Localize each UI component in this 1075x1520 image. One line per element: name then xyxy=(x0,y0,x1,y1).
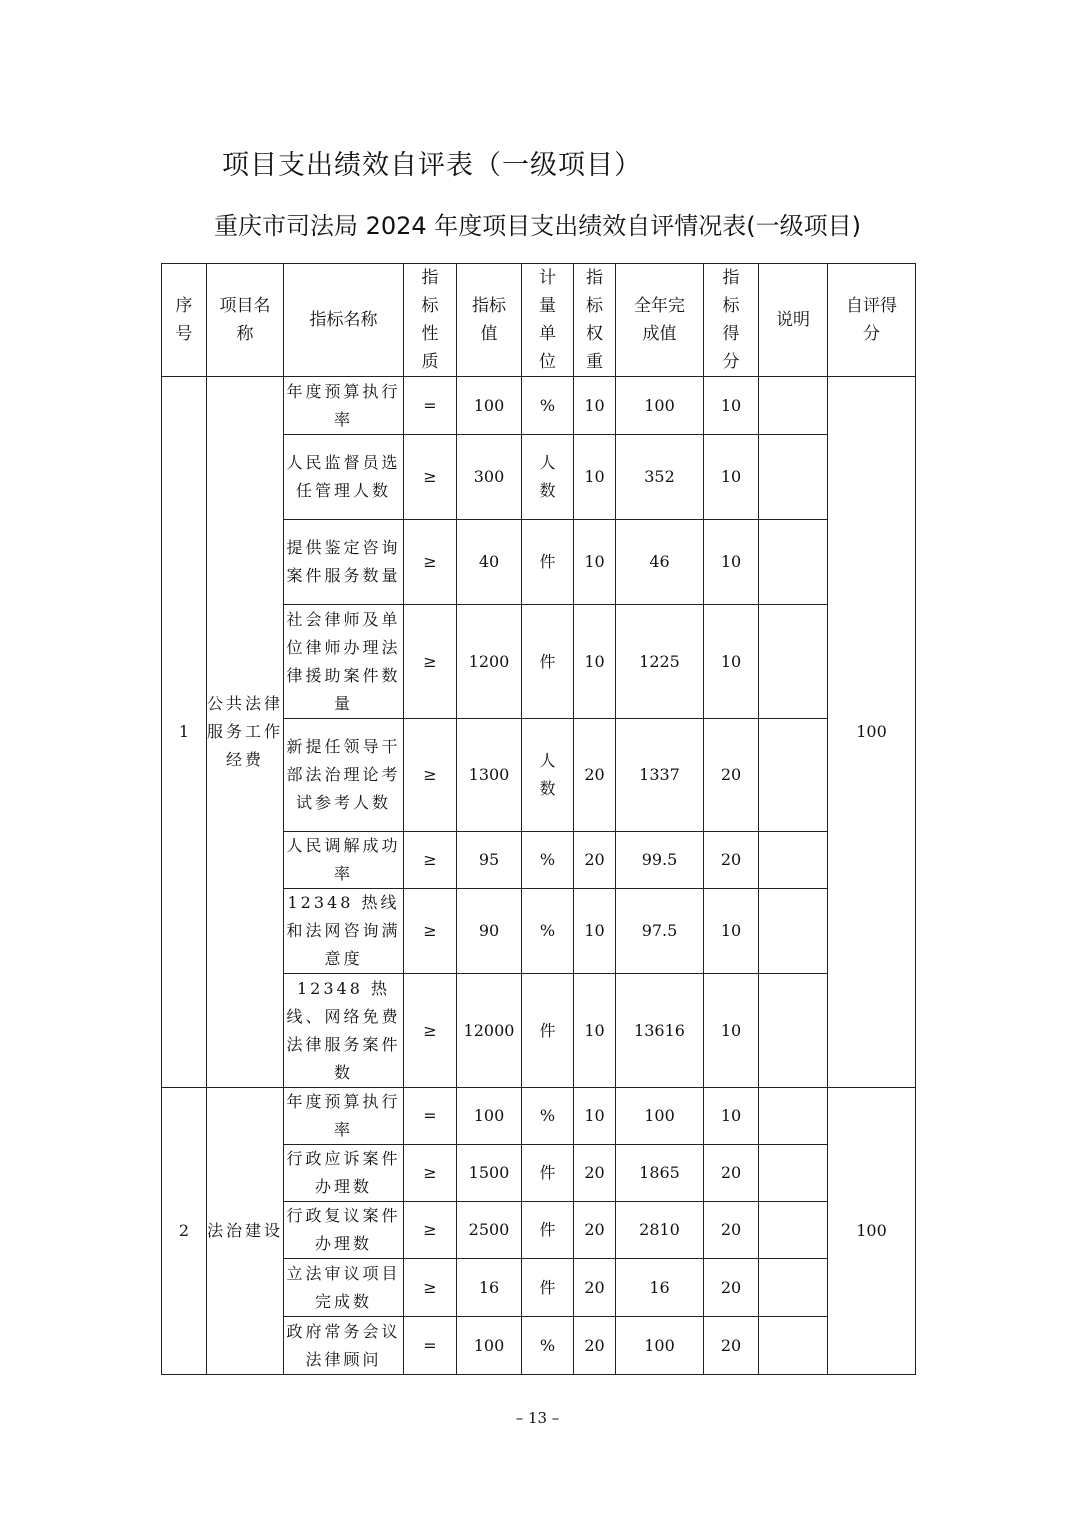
unit-text: 件 xyxy=(539,552,556,571)
indicator-name-cell: 人民监督员选任管理人数 xyxy=(284,435,404,520)
indicator-value-cell: 100 xyxy=(457,1317,522,1375)
actual-value-cell: 1225 xyxy=(616,605,704,719)
header-seq: 序号 xyxy=(162,264,207,377)
indicator-value-cell: 1300 xyxy=(457,719,522,832)
indicator-type-cell: ≥ xyxy=(404,719,457,832)
indicator-score-cell: 20 xyxy=(704,1202,759,1259)
indicator-type-cell: ≥ xyxy=(404,889,457,974)
note-cell xyxy=(759,605,828,719)
header-self-score: 自评得分 xyxy=(828,264,916,377)
actual-value-cell: 352 xyxy=(616,435,704,520)
table-header-row xyxy=(162,264,916,377)
header-unit: 计量单位 xyxy=(522,264,574,377)
weight-cell: 10 xyxy=(574,377,616,435)
header-weight: 指标权重 xyxy=(574,264,616,377)
indicator-name-cell: 12348 热线、网络免费法律服务案件数 xyxy=(284,974,404,1088)
unit-text: % xyxy=(539,850,556,869)
indicator-type-cell: ≥ xyxy=(404,605,457,719)
header-indicator-type: 指标性质 xyxy=(404,264,457,377)
note-cell xyxy=(759,1088,828,1145)
actual-value-cell: 2810 xyxy=(616,1202,704,1259)
table-row xyxy=(162,1088,916,1145)
project-name-cell: 公共法律服务工作经费 xyxy=(207,377,284,1088)
header-actual-value: 全年完成值 xyxy=(616,264,704,377)
unit-text: 人数 xyxy=(539,751,556,798)
indicator-type-cell: ≥ xyxy=(404,435,457,520)
header-note: 说明 xyxy=(759,264,828,377)
unit-cell xyxy=(522,719,574,832)
actual-value-cell: 13616 xyxy=(616,974,704,1088)
weight-cell: 10 xyxy=(574,520,616,605)
indicator-value-cell: 300 xyxy=(457,435,522,520)
actual-value-cell: 99.5 xyxy=(616,832,704,889)
header-indicator-name: 指标名称 xyxy=(284,264,404,377)
actual-value-cell: 16 xyxy=(616,1259,704,1317)
seq-cell: 2 xyxy=(162,1088,207,1375)
seq-cell: 1 xyxy=(162,377,207,1088)
weight-cell: 10 xyxy=(574,605,616,719)
note-cell xyxy=(759,719,828,832)
weight-cell: 20 xyxy=(574,1259,616,1317)
actual-value-cell: 100 xyxy=(616,1088,704,1145)
unit-text: 件 xyxy=(539,1220,556,1239)
note-cell xyxy=(759,1259,828,1317)
indicator-name-cell: 立法审议项目完成数 xyxy=(284,1259,404,1317)
header-indicator-score: 指标得分 xyxy=(704,264,759,377)
indicator-name-cell: 12348 热线和法网咨询满意度 xyxy=(284,889,404,974)
indicator-name-cell: 行政应诉案件办理数 xyxy=(284,1145,404,1202)
indicator-name-cell: 新提任领导干部法治理论考试参考人数 xyxy=(284,719,404,832)
indicator-name-cell: 行政复议案件办理数 xyxy=(284,1202,404,1259)
indicator-type-cell: = xyxy=(404,1317,457,1375)
note-cell xyxy=(759,377,828,435)
page-number: – 13 – xyxy=(515,1409,560,1427)
weight-cell: 20 xyxy=(574,1145,616,1202)
indicator-value-cell: 2500 xyxy=(457,1202,522,1259)
project-name-cell: 法治建设 xyxy=(207,1088,284,1375)
unit-text: 件 xyxy=(539,1277,556,1297)
unit-text: 件 xyxy=(539,1020,556,1040)
indicator-type-cell: ≥ xyxy=(404,974,457,1088)
indicator-type-cell: = xyxy=(404,377,457,435)
indicator-name-cell: 社会律师及单位律师办理法律援助案件数量 xyxy=(284,605,404,719)
indicator-name-cell: 人民调解成功率 xyxy=(284,832,404,889)
indicator-value-cell: 95 xyxy=(457,832,522,889)
indicator-score-cell: 20 xyxy=(704,1317,759,1375)
indicator-score-cell: 20 xyxy=(704,1145,759,1202)
indicator-value-cell: 16 xyxy=(457,1259,522,1317)
unit-text: 件 xyxy=(539,651,556,671)
unit-cell xyxy=(522,1202,574,1259)
indicator-type-cell: ≥ xyxy=(404,520,457,605)
unit-text: % xyxy=(539,395,556,415)
note-cell xyxy=(759,889,828,974)
unit-cell xyxy=(522,1259,574,1317)
indicator-type-cell: ≥ xyxy=(404,832,457,889)
table-row xyxy=(162,377,916,435)
unit-cell xyxy=(522,377,574,435)
indicator-value-cell: 12000 xyxy=(457,974,522,1088)
self-score-cell: 100 xyxy=(828,1088,916,1375)
self-score-cell: 100 xyxy=(828,377,916,1088)
indicator-value-cell: 1500 xyxy=(457,1145,522,1202)
note-cell xyxy=(759,974,828,1088)
weight-cell: 10 xyxy=(574,435,616,520)
weight-cell: 10 xyxy=(574,889,616,974)
unit-text: 人数 xyxy=(539,453,556,500)
performance-table xyxy=(161,263,916,1375)
indicator-value-cell: 1200 xyxy=(457,605,522,719)
header-indicator-value: 指标值 xyxy=(457,264,522,377)
unit-text: % xyxy=(539,921,556,940)
indicator-score-cell: 10 xyxy=(704,974,759,1088)
indicator-value-cell: 40 xyxy=(457,520,522,605)
note-cell xyxy=(759,1202,828,1259)
table-title: 重庆市司法局 2024 年度项目支出绩效自评情况表(一级项目) xyxy=(213,212,862,240)
indicator-name-cell: 提供鉴定咨询案件服务数量 xyxy=(284,520,404,605)
indicator-score-cell: 10 xyxy=(704,605,759,719)
actual-value-cell: 1337 xyxy=(616,719,704,832)
indicator-score-cell: 20 xyxy=(704,832,759,889)
unit-cell xyxy=(522,435,574,520)
unit-cell xyxy=(522,520,574,605)
indicator-value-cell: 90 xyxy=(457,889,522,974)
unit-text: % xyxy=(539,1335,556,1355)
indicator-value-cell: 100 xyxy=(457,377,522,435)
indicator-score-cell: 10 xyxy=(704,435,759,520)
actual-value-cell: 100 xyxy=(616,377,704,435)
weight-cell: 20 xyxy=(574,1317,616,1375)
weight-cell: 10 xyxy=(574,974,616,1088)
weight-cell: 20 xyxy=(574,832,616,889)
unit-cell xyxy=(522,605,574,719)
unit-cell xyxy=(522,1145,574,1202)
unit-text: % xyxy=(539,1106,556,1125)
actual-value-cell: 1865 xyxy=(616,1145,704,1202)
document-title: 项目支出绩效自评表（一级项目） xyxy=(222,150,642,181)
indicator-type-cell: ≥ xyxy=(404,1145,457,1202)
note-cell xyxy=(759,435,828,520)
indicator-value-cell: 100 xyxy=(457,1088,522,1145)
indicator-type-cell: ≥ xyxy=(404,1202,457,1259)
indicator-score-cell: 10 xyxy=(704,520,759,605)
actual-value-cell: 97.5 xyxy=(616,889,704,974)
indicator-score-cell: 10 xyxy=(704,377,759,435)
unit-cell xyxy=(522,974,574,1088)
weight-cell: 20 xyxy=(574,719,616,832)
unit-cell xyxy=(522,1317,574,1375)
unit-text: 件 xyxy=(539,1163,556,1182)
indicator-name-cell: 年度预算执行率 xyxy=(284,1088,404,1145)
unit-cell xyxy=(522,889,574,974)
unit-cell xyxy=(522,832,574,889)
indicator-score-cell: 20 xyxy=(704,719,759,832)
weight-cell: 20 xyxy=(574,1202,616,1259)
actual-value-cell: 100 xyxy=(616,1317,704,1375)
indicator-score-cell: 10 xyxy=(704,1088,759,1145)
note-cell xyxy=(759,520,828,605)
indicator-type-cell: ≥ xyxy=(404,1259,457,1317)
weight-cell: 10 xyxy=(574,1088,616,1145)
note-cell xyxy=(759,1317,828,1375)
header-project-name: 项目名称 xyxy=(207,264,284,377)
indicator-name-cell: 政府常务会议法律顾问 xyxy=(284,1317,404,1375)
indicator-score-cell: 20 xyxy=(704,1259,759,1317)
unit-cell xyxy=(522,1088,574,1145)
actual-value-cell: 46 xyxy=(616,520,704,605)
indicator-score-cell: 10 xyxy=(704,889,759,974)
note-cell xyxy=(759,1145,828,1202)
indicator-name-cell: 年度预算执行率 xyxy=(284,377,404,435)
indicator-type-cell: = xyxy=(404,1088,457,1145)
note-cell xyxy=(759,832,828,889)
